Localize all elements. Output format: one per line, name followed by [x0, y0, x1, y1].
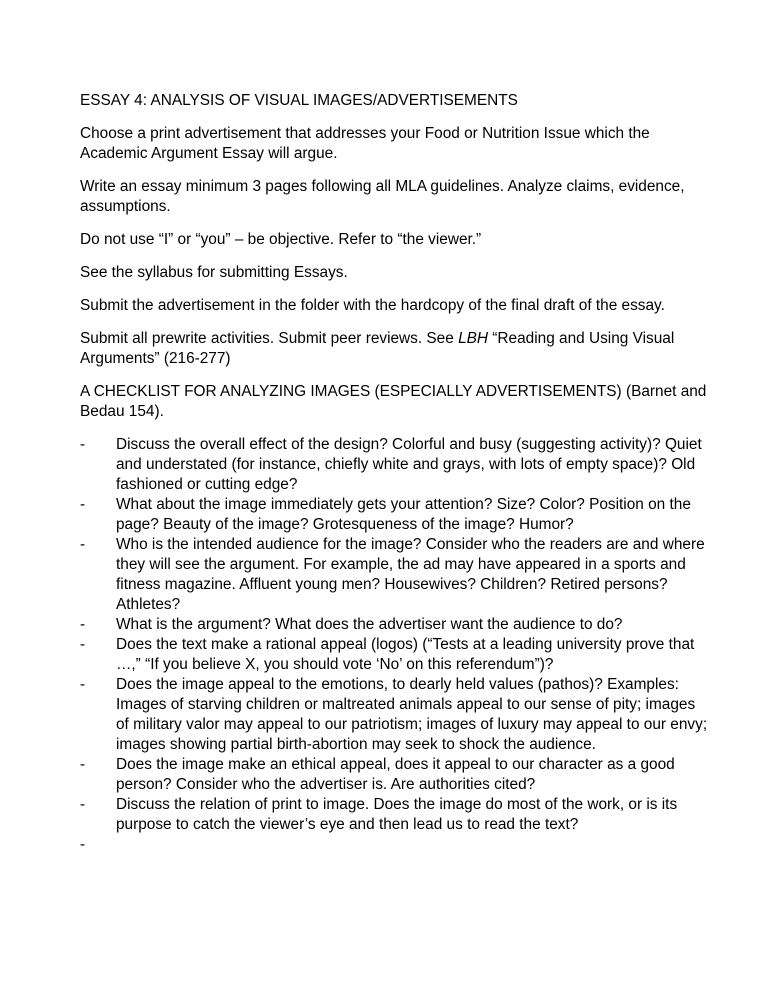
bullet-dash: -: [80, 836, 86, 853]
instruction-paragraph-2: Write an essay minimum 3 pages following all MLA guidelines. Analyze claims, evidence, assumptions.: [80, 178, 685, 215]
checklist-item-text: What about the image immediately gets your attention? Size? Color? Position on the page? Beauty of the image? Grotesqueness of the image? Humor?: [116, 496, 691, 533]
prewrite-text-after: “Reading and Using Visual Arguments” (216-277): [80, 330, 675, 367]
checklist-item-text: What is the argument? What does the advertiser want the audience to do?: [116, 616, 623, 633]
checklist-item: [80, 495, 708, 535]
checklist-item-text: Who is the intended audience for the image? Consider who the readers are and where they will see the argument. For example, the ad may have appeared in a sports and fitness magazine. Affluent young men? Housewives? Children? Retired persons? Athletes?: [116, 536, 705, 613]
checklist-item: [80, 755, 708, 795]
bullet-dash: -: [80, 796, 86, 813]
bullet-dash: -: [80, 636, 86, 653]
checklist-item-text: Does the image make an ethical appeal, does it appeal to our character as a good person? Consider who the advertiser is. Are authorities cited?: [116, 756, 675, 793]
checklist-item: [80, 615, 708, 635]
prewrite-text-before: Submit all prewrite activities. Submit peer reviews. See: [80, 330, 459, 347]
bullet-dash: -: [80, 436, 86, 453]
checklist-item: [80, 535, 708, 615]
bullet-dash: -: [80, 536, 86, 553]
prewrite-book-title: LBH: [458, 330, 489, 347]
instruction-paragraph-4: See the syllabus for submitting Essays.: [80, 264, 348, 281]
instruction-paragraph-5: Submit the advertisement in the folder with the hardcopy of the final draft of the essay.: [80, 297, 665, 314]
bullet-dash: -: [80, 496, 86, 513]
checklist-item: [80, 675, 708, 755]
checklist-item-text: Does the text make a rational appeal (logos) (“Tests at a leading university prove that …,” “If you believe X, you should vote ‘No’ on this referendum”)?: [116, 636, 695, 673]
checklist-item: [80, 635, 708, 675]
checklist-item-text: Does the image appeal to the emotions, to dearly held values (pathos)? Examples: Images of starving children or maltreated animals appeal to our sense of pity; images of military valor may appeal to our patriotism; images of luxury may appeal to our envy; images showing partial birth-abortion may seek to shock the audience.: [116, 676, 708, 753]
checklist-heading: A CHECKLIST FOR ANALYZING IMAGES (ESPECIALLY ADVERTISEMENTS) (Barnet and Bedau 154).: [80, 383, 707, 420]
checklist: [80, 435, 708, 853]
bullet-dash: -: [80, 616, 86, 633]
instruction-paragraph-3: Do not use “I” or “you” – be objective. Refer to “the viewer.”: [80, 231, 482, 248]
document-title: ESSAY 4: ANALYSIS OF VISUAL IMAGES/ADVERTISEMENTS: [80, 92, 518, 109]
bullet-dash: -: [80, 756, 86, 773]
instruction-paragraph-1: Choose a print advertisement that addresses your Food or Nutrition Issue which the Academic Argument Essay will argue.: [80, 125, 650, 162]
checklist-item-text: Discuss the relation of print to image. Does the image do most of the work, or is its purpose to catch the viewer’s eye and then lead us to read the text?: [116, 796, 678, 833]
checklist-item: [80, 435, 708, 495]
bullet-dash: -: [80, 676, 86, 693]
checklist-item-text: Discuss the overall effect of the design? Colorful and busy (suggesting activity)? Quiet and understated (for instance, chiefly white and grays, with lots of empty space)? Old fashioned or cutting edge?: [116, 436, 702, 493]
prewrite-paragraph: [80, 329, 708, 369]
checklist-item: [80, 795, 708, 835]
